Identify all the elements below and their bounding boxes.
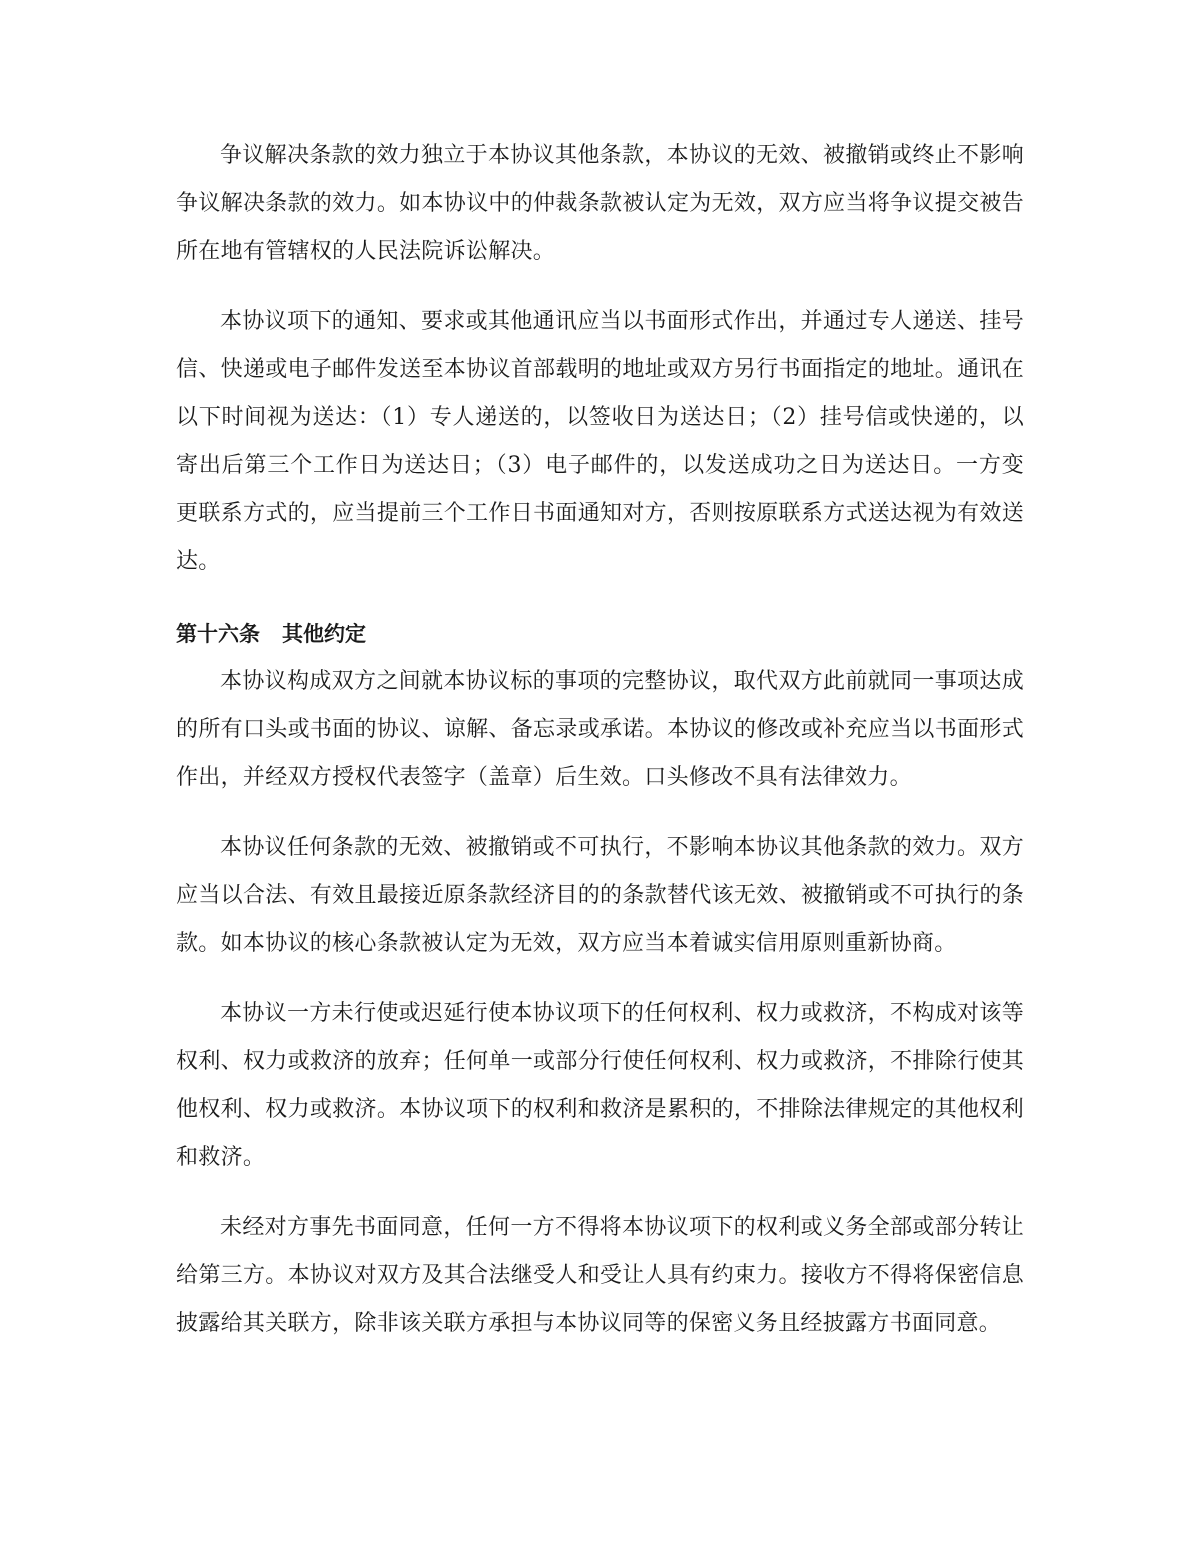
paragraph-gap	[176, 1182, 1024, 1204]
paragraph-gap	[176, 968, 1024, 990]
paragraph-gap	[176, 802, 1024, 824]
paragraph-waiver: 本协议一方未行使或迟延行使本协议项下的任何权利、权力或救济，不构成对该等权利、权力或救济的放弃；任何单一或部分行使任何权利、权力或救济，不排除行使其他权利、权力或救济。本协议项下的权利和救济是累积的，不排除法律规定的其他权利和救济。	[176, 1001, 1024, 1170]
paragraph-notices: 本协议项下的通知、要求或其他通讯应当以书面形式作出，并通过专人递送、挂号信、快递或电子邮件发送至本协议首部载明的地址或双方另行书面指定的地址。通讯在以下时间视为送达：（1）专人递送的，以签收日为送达日；（2）挂号信或快递的，以寄出后第三个工作日为送达日；（3）电子邮件的，以发送成功之日为送达日。一方变更联系方式的，应当提前三个工作日书面通知对方，否则按原联系方式送达视为有效送达。	[176, 309, 1024, 574]
section-heading	[176, 610, 1024, 658]
section-title: 其他约定	[282, 622, 366, 646]
paragraph-severability: 本协议任何条款的无效、被撤销或不可执行，不影响本协议其他条款的效力。双方应当以合法、有效且最接近原条款经济目的的条款替代该无效、被撤销或不可执行的条款。如本协议的核心条款被认定为无效，双方应当本着诚实信用原则重新协商。	[176, 835, 1024, 956]
paragraph-assignment: 未经对方事先书面同意，任何一方不得将本协议项下的权利或义务全部或部分转让给第三方。本协议对双方及其合法继受人和受让人具有约束力。接收方不得将保密信息披露给其关联方，除非该关联方承担与本协议同等的保密义务且经披露方书面同意。	[176, 1215, 1024, 1336]
paragraph-gap	[176, 276, 1024, 298]
document-page	[176, 132, 1024, 1348]
section-number: 第十六条	[176, 622, 260, 646]
paragraph-dispute-clause-independence: 争议解决条款的效力独立于本协议其他条款，本协议的无效、被撤销或终止不影响争议解决条款的效力。如本协议中的仲裁条款被认定为无效，双方应当将争议提交被告所在地有管辖权的人民法院诉讼解决。	[176, 143, 1024, 264]
paragraph-entire-agreement: 本协议构成双方之间就本协议标的事项的完整协议，取代双方此前就同一事项达成的所有口头或书面的协议、谅解、备忘录或承诺。本协议的修改或补充应当以书面形式作出，并经双方授权代表签字（盖章）后生效。口头修改不具有法律效力。	[176, 669, 1024, 790]
paragraph-gap	[176, 586, 1024, 608]
